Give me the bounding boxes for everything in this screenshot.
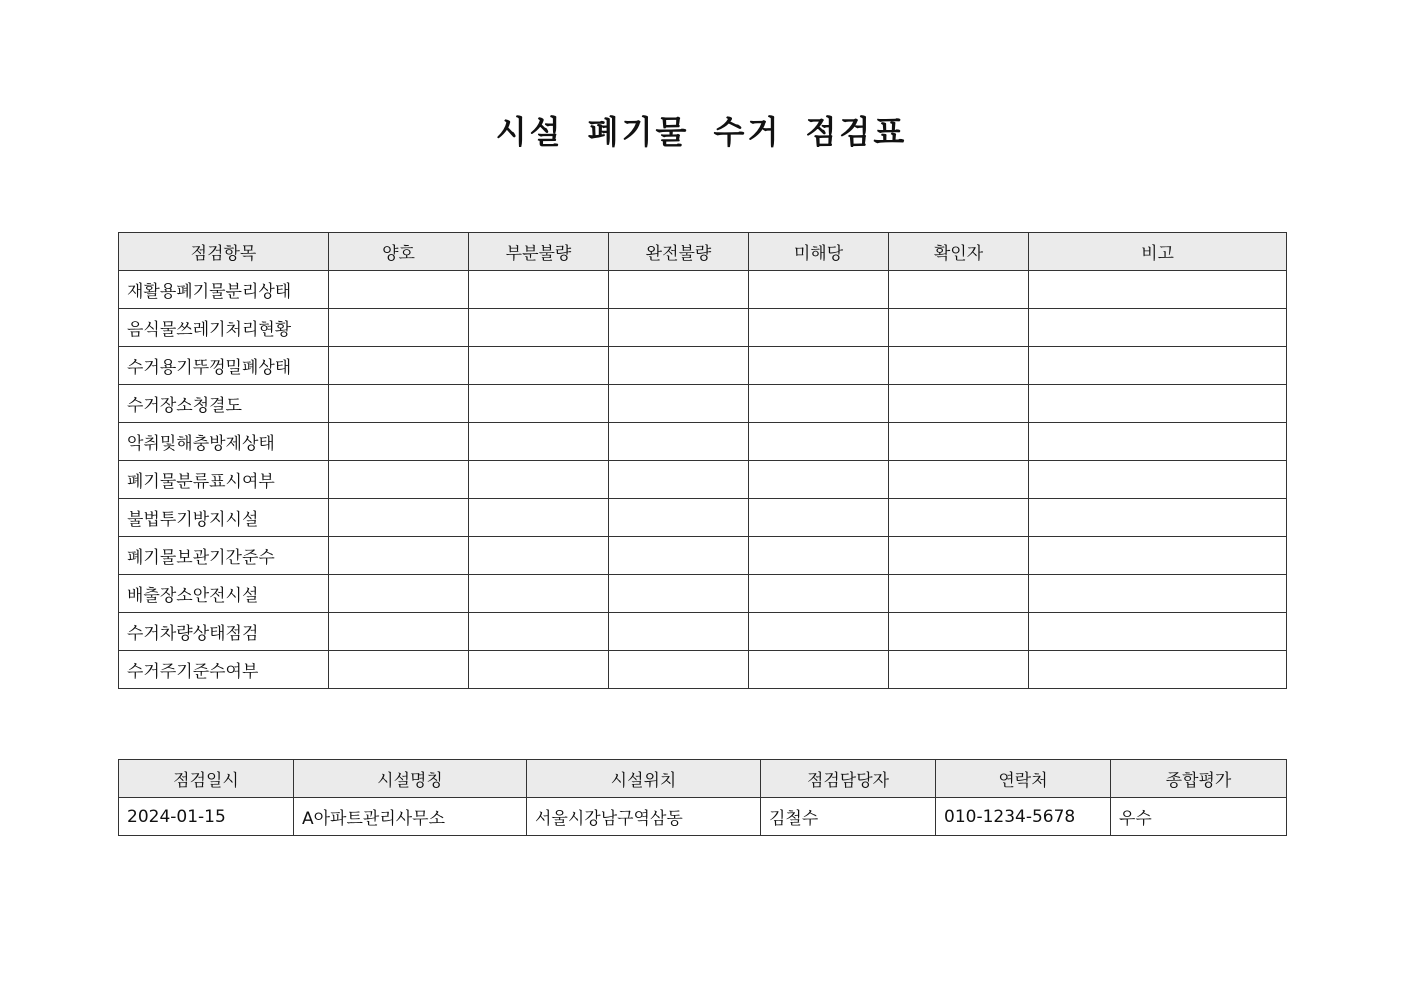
good-cell[interactable] xyxy=(329,423,469,461)
good-cell[interactable] xyxy=(329,613,469,651)
header-inspection-date: 점검일시 xyxy=(119,760,294,798)
remarks-cell[interactable] xyxy=(1029,271,1287,309)
header-overall-rating: 종합평가 xyxy=(1111,760,1287,798)
partial-defect-cell[interactable] xyxy=(469,613,609,651)
facility-name-value: A아파트관리사무소 xyxy=(294,798,527,836)
inspection-item-label: 악취및해충방제상태 xyxy=(119,423,329,461)
checker-cell[interactable] xyxy=(889,499,1029,537)
full-defect-cell[interactable] xyxy=(609,575,749,613)
not-applicable-cell[interactable] xyxy=(749,461,889,499)
table-row xyxy=(119,385,1287,423)
full-defect-cell[interactable] xyxy=(609,461,749,499)
table-row xyxy=(119,537,1287,575)
table-row xyxy=(119,499,1287,537)
remarks-cell[interactable] xyxy=(1029,499,1287,537)
full-defect-cell[interactable] xyxy=(609,537,749,575)
facility-location-value: 서울시강남구역삼동 xyxy=(527,798,761,836)
remarks-cell[interactable] xyxy=(1029,461,1287,499)
checker-cell[interactable] xyxy=(889,537,1029,575)
not-applicable-cell[interactable] xyxy=(749,651,889,689)
inspection-item-label: 수거차량상태점검 xyxy=(119,613,329,651)
not-applicable-cell[interactable] xyxy=(749,423,889,461)
inspector-value: 김철수 xyxy=(761,798,936,836)
table-row xyxy=(119,613,1287,651)
remarks-cell[interactable] xyxy=(1029,537,1287,575)
inspection-item-label: 재활용폐기물분리상태 xyxy=(119,271,329,309)
remarks-cell[interactable] xyxy=(1029,347,1287,385)
good-cell[interactable] xyxy=(329,537,469,575)
full-defect-cell[interactable] xyxy=(609,385,749,423)
remarks-cell[interactable] xyxy=(1029,423,1287,461)
header-inspection-item: 점검항목 xyxy=(119,233,329,271)
full-defect-cell[interactable] xyxy=(609,271,749,309)
table-row xyxy=(119,575,1287,613)
remarks-cell[interactable] xyxy=(1029,651,1287,689)
checker-cell[interactable] xyxy=(889,309,1029,347)
partial-defect-cell[interactable] xyxy=(469,651,609,689)
partial-defect-cell[interactable] xyxy=(469,461,609,499)
not-applicable-cell[interactable] xyxy=(749,613,889,651)
good-cell[interactable] xyxy=(329,347,469,385)
good-cell[interactable] xyxy=(329,575,469,613)
overall-rating-value: 우수 xyxy=(1111,798,1287,836)
header-contact: 연락처 xyxy=(936,760,1111,798)
checker-cell[interactable] xyxy=(889,385,1029,423)
inspection-item-label: 폐기물보관기간준수 xyxy=(119,537,329,575)
not-applicable-cell[interactable] xyxy=(749,309,889,347)
partial-defect-cell[interactable] xyxy=(469,575,609,613)
table-row xyxy=(119,798,1287,836)
inspection-info-table xyxy=(118,759,1287,836)
not-applicable-cell[interactable] xyxy=(749,537,889,575)
table-row xyxy=(119,271,1287,309)
good-cell[interactable] xyxy=(329,651,469,689)
table-row xyxy=(119,423,1287,461)
full-defect-cell[interactable] xyxy=(609,613,749,651)
inspection-item-label: 수거장소청결도 xyxy=(119,385,329,423)
header-partial-defect: 부분불량 xyxy=(469,233,609,271)
remarks-cell[interactable] xyxy=(1029,385,1287,423)
not-applicable-cell[interactable] xyxy=(749,385,889,423)
not-applicable-cell[interactable] xyxy=(749,271,889,309)
checker-cell[interactable] xyxy=(889,423,1029,461)
good-cell[interactable] xyxy=(329,271,469,309)
header-facility-name: 시설명칭 xyxy=(294,760,527,798)
header-remarks: 비고 xyxy=(1029,233,1287,271)
checker-cell[interactable] xyxy=(889,347,1029,385)
checker-cell[interactable] xyxy=(889,613,1029,651)
table-header-row xyxy=(119,760,1287,798)
inspection-item-label: 불법투기방지시설 xyxy=(119,499,329,537)
full-defect-cell[interactable] xyxy=(609,499,749,537)
header-inspector: 점검담당자 xyxy=(761,760,936,798)
checker-cell[interactable] xyxy=(889,271,1029,309)
good-cell[interactable] xyxy=(329,385,469,423)
table-row xyxy=(119,651,1287,689)
inspection-item-label: 수거주기준수여부 xyxy=(119,651,329,689)
full-defect-cell[interactable] xyxy=(609,651,749,689)
good-cell[interactable] xyxy=(329,499,469,537)
checker-cell[interactable] xyxy=(889,575,1029,613)
good-cell[interactable] xyxy=(329,309,469,347)
inspection-item-label: 음식물쓰레기처리현황 xyxy=(119,309,329,347)
inspection-item-label: 수거용기뚜껑밀폐상태 xyxy=(119,347,329,385)
partial-defect-cell[interactable] xyxy=(469,385,609,423)
table-row xyxy=(119,309,1287,347)
full-defect-cell[interactable] xyxy=(609,423,749,461)
partial-defect-cell[interactable] xyxy=(469,271,609,309)
not-applicable-cell[interactable] xyxy=(749,575,889,613)
partial-defect-cell[interactable] xyxy=(469,309,609,347)
partial-defect-cell[interactable] xyxy=(469,537,609,575)
table-header-row xyxy=(119,233,1287,271)
partial-defect-cell[interactable] xyxy=(469,423,609,461)
header-checker: 확인자 xyxy=(889,233,1029,271)
inspection-item-label: 배출장소안전시설 xyxy=(119,575,329,613)
inspection-date-value: 2024-01-15 xyxy=(119,798,294,836)
table-row xyxy=(119,461,1287,499)
full-defect-cell[interactable] xyxy=(609,347,749,385)
checker-cell[interactable] xyxy=(889,651,1029,689)
remarks-cell[interactable] xyxy=(1029,575,1287,613)
not-applicable-cell[interactable] xyxy=(749,499,889,537)
partial-defect-cell[interactable] xyxy=(469,347,609,385)
full-defect-cell[interactable] xyxy=(609,309,749,347)
table-row xyxy=(119,347,1287,385)
remarks-cell[interactable] xyxy=(1029,309,1287,347)
header-not-applicable: 미해당 xyxy=(749,233,889,271)
header-good: 양호 xyxy=(329,233,469,271)
header-facility-location: 시설위치 xyxy=(527,760,761,798)
partial-defect-cell[interactable] xyxy=(469,499,609,537)
inspection-checklist-table xyxy=(118,232,1287,689)
inspection-item-label: 폐기물분류표시여부 xyxy=(119,461,329,499)
header-full-defect: 완전불량 xyxy=(609,233,749,271)
good-cell[interactable] xyxy=(329,461,469,499)
page-title: 시설 폐기물 수거 점검표 xyxy=(495,113,908,151)
contact-value: 010-1234-5678 xyxy=(936,798,1111,836)
checker-cell[interactable] xyxy=(889,461,1029,499)
not-applicable-cell[interactable] xyxy=(749,347,889,385)
remarks-cell[interactable] xyxy=(1029,613,1287,651)
